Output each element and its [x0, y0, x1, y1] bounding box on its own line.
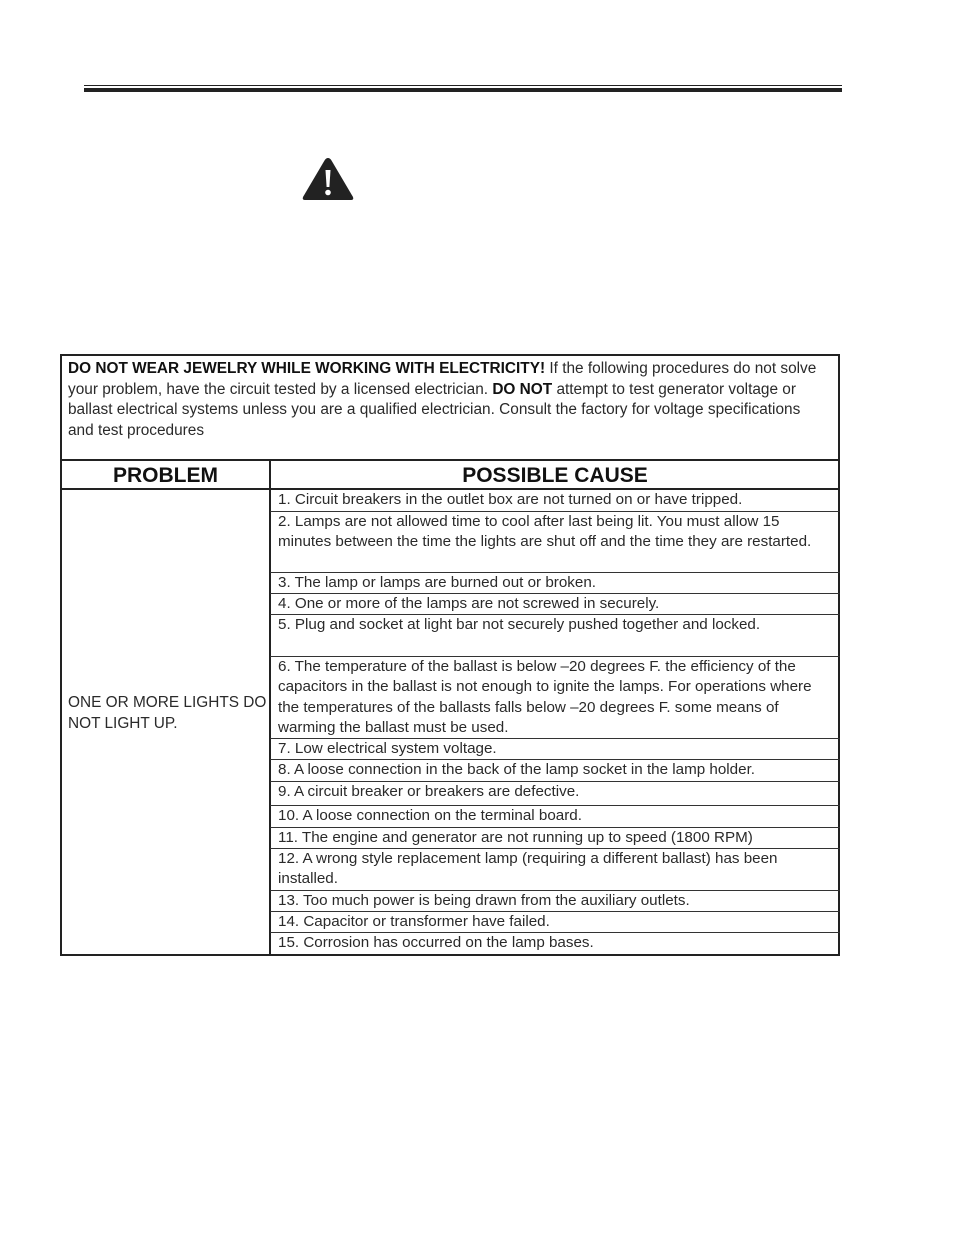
header-rule-thin — [84, 85, 842, 86]
cause-row: 6. The temperature of the ballast is below –20 degrees F. the efficiency of the capacitors in the ballast is not enough to ignite the lamps. For operations where the temperatures of the ballasts falls below –20 degrees F. some means of warming the ballast must be used. — [270, 657, 840, 739]
cause-row: 10. A loose connection on the terminal board. — [270, 806, 840, 828]
cause-row: 4. One or more of the lamps are not screwed in securely. — [270, 594, 840, 615]
cause-row: 14. Capacitor or transformer have failed. — [270, 912, 840, 933]
cause-row: 15. Corrosion has occurred on the lamp bases. — [278, 934, 594, 951]
header-possible-cause: POSSIBLE CAUSE — [462, 464, 648, 487]
cause-list — [270, 490, 840, 958]
troubleshooting-table — [60, 354, 840, 956]
warning-lead: DO NOT WEAR JEWELRY WHILE WORKING WITH ELECTRICITY! — [68, 360, 546, 377]
warning-text-1: If the following procedures do not solve your problem, have the circuit tested by a licensed electrician. — [68, 360, 817, 398]
cause-row: 13. Too much power is being drawn from the auxiliary outlets. — [270, 891, 840, 912]
cause-row: 12. A wrong style replacement lamp (requiring a different ballast) has been installed. — [270, 849, 840, 891]
cause-row: 2. Lamps are not allowed time to cool after last being lit. You must allow 15 minutes between the time the lights are shut off and the time they are restarted. — [270, 512, 840, 573]
cause-row: 7. Low electrical system voltage. — [270, 739, 840, 760]
problem-text: ONE OR MORE LIGHTS DO NOT LIGHT UP. — [68, 694, 267, 732]
cause-row: 3. The lamp or lamps are burned out or broken. — [270, 573, 840, 594]
warning-triangle-icon — [302, 157, 354, 201]
warning-text-2: attempt to test generator voltage or ballast electrical systems unless you are a qualified electrician. Consult the factory for voltage specifications and test procedures — [68, 380, 801, 439]
header-rule-thick — [84, 88, 842, 92]
cause-row: 11. The engine and generator are not running up to speed (1800 RPM) — [270, 828, 840, 849]
cause-row: 9. A circuit breaker or breakers are defective. — [270, 782, 840, 806]
header-problem: PROBLEM — [113, 464, 218, 487]
cause-row: 8. A loose connection in the back of the lamp socket in the lamp holder. — [270, 760, 840, 782]
cause-row: 5. Plug and socket at light bar not securely pushed together and locked. — [270, 615, 840, 657]
cause-row: 1. Circuit breakers in the outlet box are not turned on or have tripped. — [270, 490, 840, 512]
safety-warning — [62, 356, 838, 460]
warning-do-not: DO NOT — [492, 380, 553, 398]
